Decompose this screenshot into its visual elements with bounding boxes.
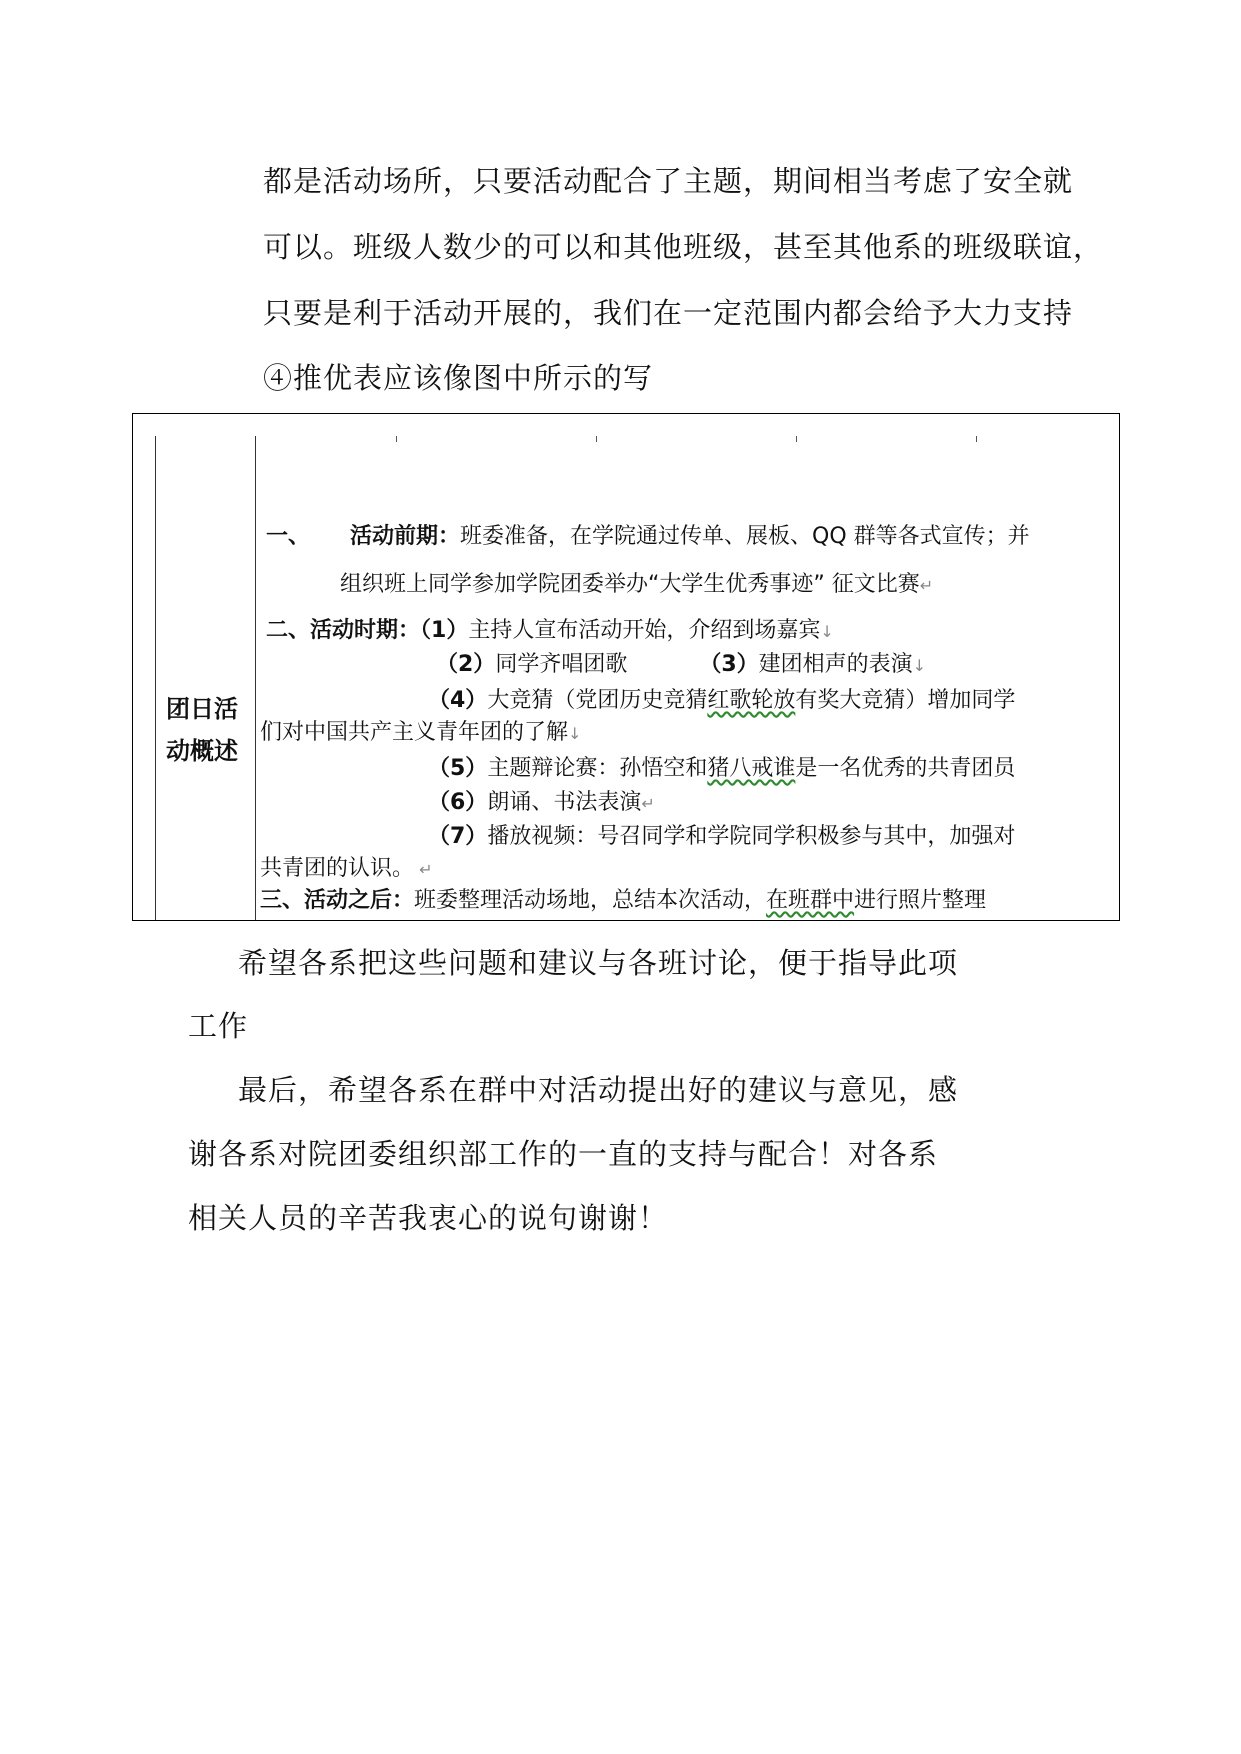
mid-activity-line: 二、活动时期：（1）主持人宣布活动开始，介绍到场嘉宾↓ [266, 618, 834, 643]
pre-num: 一、 [266, 524, 311, 549]
pre-activity-line [266, 522, 1030, 552]
column-tick [796, 436, 797, 442]
item-num: （2） [436, 652, 496, 677]
mid-activity-line [428, 754, 1015, 784]
pre-text: 班委准备，在学院通过传单、展板、QQ 群等各式宣传；并 [460, 524, 1030, 549]
item-text: 红歌轮放 [707, 688, 796, 713]
item-text: 播放视频：号召同学和学院同学积极参与其中，加强对 [487, 824, 1016, 849]
column-tick [596, 436, 597, 442]
mid-activity-line: 们对中国共产主义青年团的了解↓ [260, 720, 582, 745]
item-text: 猪八戒谁 [707, 756, 796, 781]
mid-activity-line: 共青团的认识。 ↵ [260, 856, 433, 881]
mid-title: 二、活动时期： [266, 618, 421, 643]
item-text: 朗诵、书法表演 [487, 790, 642, 815]
row-label-line: 团日活 [166, 695, 238, 723]
column-tick [396, 436, 397, 442]
item-num: （7） [428, 824, 488, 849]
row-label [166, 688, 256, 772]
post-text: 班委整理活动场地，总结本次活动， [414, 888, 767, 913]
item-text: 大竞猜（党团历史竞猜 [487, 688, 708, 713]
pre-title: 活动前期： [350, 524, 461, 549]
text-line: 都是活动场所，只要活动配合了主题，期间相当考虑了安全就 [263, 164, 1074, 198]
text-line: 可以。班级人数少的可以和其他班级，甚至其他系的班级联谊， [263, 230, 1104, 264]
item-text: 主持人宣布活动开始，介绍到场嘉宾 [468, 618, 821, 643]
item-text: 是一名优秀的共青团员 [795, 756, 1016, 781]
item-text: 有奖大竞猜）增加同学 [795, 688, 1016, 713]
text-line: 谢各系对院团委组织部工作的一直的支持与配合！对各系 [188, 1137, 939, 1171]
text-line: 相关人员的辛苦我衷心的说句谢谢！ [188, 1201, 669, 1235]
text-line: ④推优表应该像图中所示的写 [263, 361, 654, 395]
text-line: 只要是利于活动开展的，我们在一定范围内都会给予大力支持 [263, 296, 1074, 330]
table-body [155, 436, 1120, 921]
post-activity-line [260, 886, 986, 916]
item-text: 建团相声的表演 [758, 652, 913, 677]
mid-activity-line [428, 686, 1015, 716]
item-num: （6） [428, 790, 488, 815]
pre-activity-line: 组织班上同学参加学院团委举办“大学生优秀事迹” 征文比赛↵ [340, 572, 934, 597]
item-text: 共青团的认识。 [260, 856, 415, 881]
mid-activity-line [428, 822, 1015, 852]
post-text: 进行照片整理 [854, 888, 987, 913]
item-text: 同学齐唱团歌 [495, 652, 628, 677]
mid-activity-line: （2）同学齐唱团歌 （3）建团相声的表演↓ [436, 652, 927, 677]
item-text: 主题辩论赛：孙悟空和 [487, 756, 708, 781]
row-label-cell [156, 436, 256, 921]
item-num: （5） [428, 756, 488, 781]
column-tick [976, 436, 977, 442]
item-text: 们对中国共产主义青年团的了解 [260, 720, 569, 745]
row-label-line: 动概述 [166, 737, 238, 765]
text-line: 最后，希望各系在群中对活动提出好的建议与意见，感 [238, 1073, 959, 1107]
mid-activity-line: （6）朗诵、书法表演↵ [428, 790, 655, 815]
post-title: 三、活动之后： [260, 888, 415, 913]
item-num: （3） [699, 652, 759, 677]
item-num: （1） [420, 618, 469, 643]
pre-text: 组织班上同学参加学院团委举办“大学生优秀事迹” 征文比赛 [340, 572, 920, 597]
item-num: （4） [428, 688, 488, 713]
post-text: 在班群中 [766, 888, 855, 913]
text-line: 希望各系把这些问题和建议与各班讨论，便于指导此项 [238, 946, 959, 980]
text-line: 工作 [188, 1009, 249, 1043]
table-screenshot [132, 413, 1120, 921]
